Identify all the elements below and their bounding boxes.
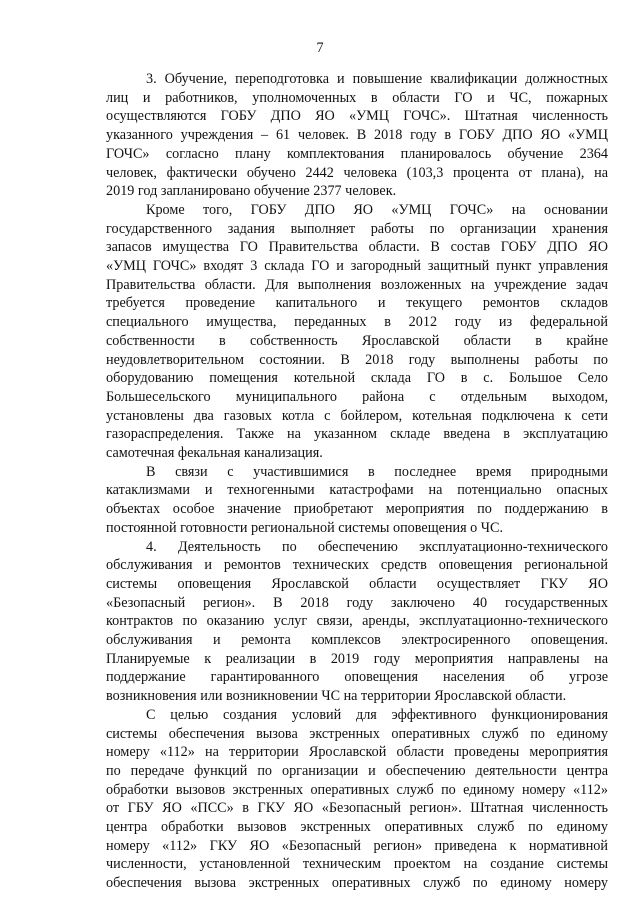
text-line: самотечная фекальная канализация.: [106, 445, 323, 461]
text-line: центра обработки вызовов экстренных оперативных служб по единому: [106, 819, 608, 835]
text-line: запасов имущества ГО Правительства области. В состав ГОБУ ДПО ЯО: [106, 239, 608, 256]
text-line: обслуживания и ремонта комплексов электросиренного оповещения.: [106, 632, 608, 648]
text-line: обработки вызовов экстренных оперативных служб по единому номеру «112»: [106, 781, 608, 798]
text-line: постоянной готовности региональной системы оповещения о ЧС.: [106, 519, 504, 536]
text-line: катаклизмами и техногенными катастрофами на потенциально опасных: [106, 482, 608, 499]
text-line: 4. Деятельность по обеспечению эксплуатационно-технического: [146, 538, 608, 555]
text-line: номеру «112» ГКУ ЯО «Безопасный регион» приведена к нормативной: [106, 837, 608, 854]
text-line: неудовлетворительном состоянии. В 2018 году выполнены работы по: [106, 351, 608, 368]
text-line: возникновения или возникновении ЧС на территории Ярославской области.: [106, 688, 567, 705]
text-line: по передаче функций по организации и обеспечению деятельности центра: [106, 762, 608, 779]
text-line: системы оповещения Ярославской области осуществляет ГКУ ЯО: [106, 575, 608, 592]
text-line: поддержание гарантированного оповещения населения об угрозе: [106, 669, 608, 686]
text-line: специального имущества, переданных в 2012 году из федеральной: [106, 314, 608, 331]
text-line: номеру «112» на территории Ярославской области проведены мероприятия: [106, 744, 608, 761]
text-line: «УМЦ ГОЧС» входят 3 склада ГО и загородный защитный пункт управления: [106, 258, 608, 274]
text-line: «Безопасный регион». В 2018 году заключено 40 государственных: [106, 594, 608, 611]
text-line: требуется проведение капитального и текущего ремонтов складов: [106, 295, 608, 312]
text-line: государственного задания выполняет работы по организации хранения: [106, 220, 608, 237]
text-line: газораспределения. Также на указанном складе введена в эксплуатацию: [106, 426, 608, 443]
text-line: человек, фактически обучено 2442 человека (103,3 процента от плана), на: [106, 164, 608, 181]
text-line: оборудованию помещения котельной склада ГО в с. Большое Село: [106, 370, 608, 387]
text-line: Кроме того, ГОБУ ДПО ЯО «УМЦ ГОЧС» на основании: [146, 201, 608, 218]
text-line: системы обеспечения вызова экстренных оперативных служб по единому: [106, 725, 608, 742]
text-line: лиц и работников, уполномоченных в области ГО и ЧС, пожарных: [106, 89, 608, 106]
text-line: установлены два газовых котла с бойлером, котельная подключена к сети: [106, 407, 608, 424]
text-line: Планируемые к реализации в 2019 году мероприятия направлены на: [106, 650, 608, 667]
text-line: обеспечения вызова экстренных оперативных служб по единому номеру: [106, 875, 608, 892]
text-line: Большесельского муниципального района с отдельным выходом,: [106, 388, 608, 405]
text-line: контрактов по оказанию услуг связи, аренды, эксплуатационно-технического: [106, 613, 608, 630]
text-line: 3. Обучение, переподготовка и повышение квалификации должностных: [146, 71, 608, 87]
text-line: С целью создания условий для эффективного функционирования: [146, 706, 608, 723]
text-line: от ГБУ ЯО «ПСС» в ГКУ ЯО «Безопасный регион». Штатная численность: [106, 800, 608, 817]
text-line: В связи с участившимися в последнее время природными: [146, 463, 608, 480]
text-line: ГОЧС» согласно плану комплектования планировалось обучение 2364: [106, 145, 608, 162]
text-line: объектах особое значение приобретают мероприятия по поддержанию в: [106, 501, 608, 518]
text-line: собственности в собственность Ярославской области в крайне: [106, 332, 608, 349]
text-line: численности, установленной техническим проектом на создание системы: [106, 856, 608, 873]
text-line: указанного учреждения – 61 человек. В 2018 году в ГОБУ ДПО ЯО «УМЦ: [106, 127, 608, 144]
text-line: осуществляются ГОБУ ДПО ЯО «УМЦ ГОЧС». Штатная численность: [106, 108, 608, 125]
text-line: Правительства области. Для выполнения возложенных на учреждение задач: [106, 276, 608, 293]
text-line: 2019 год запланировано обучение 2377 человек.: [106, 183, 397, 200]
page-number: 7: [316, 40, 324, 56]
text-line: обслуживания и ремонтов технических средств оповещения региональной: [106, 557, 608, 574]
